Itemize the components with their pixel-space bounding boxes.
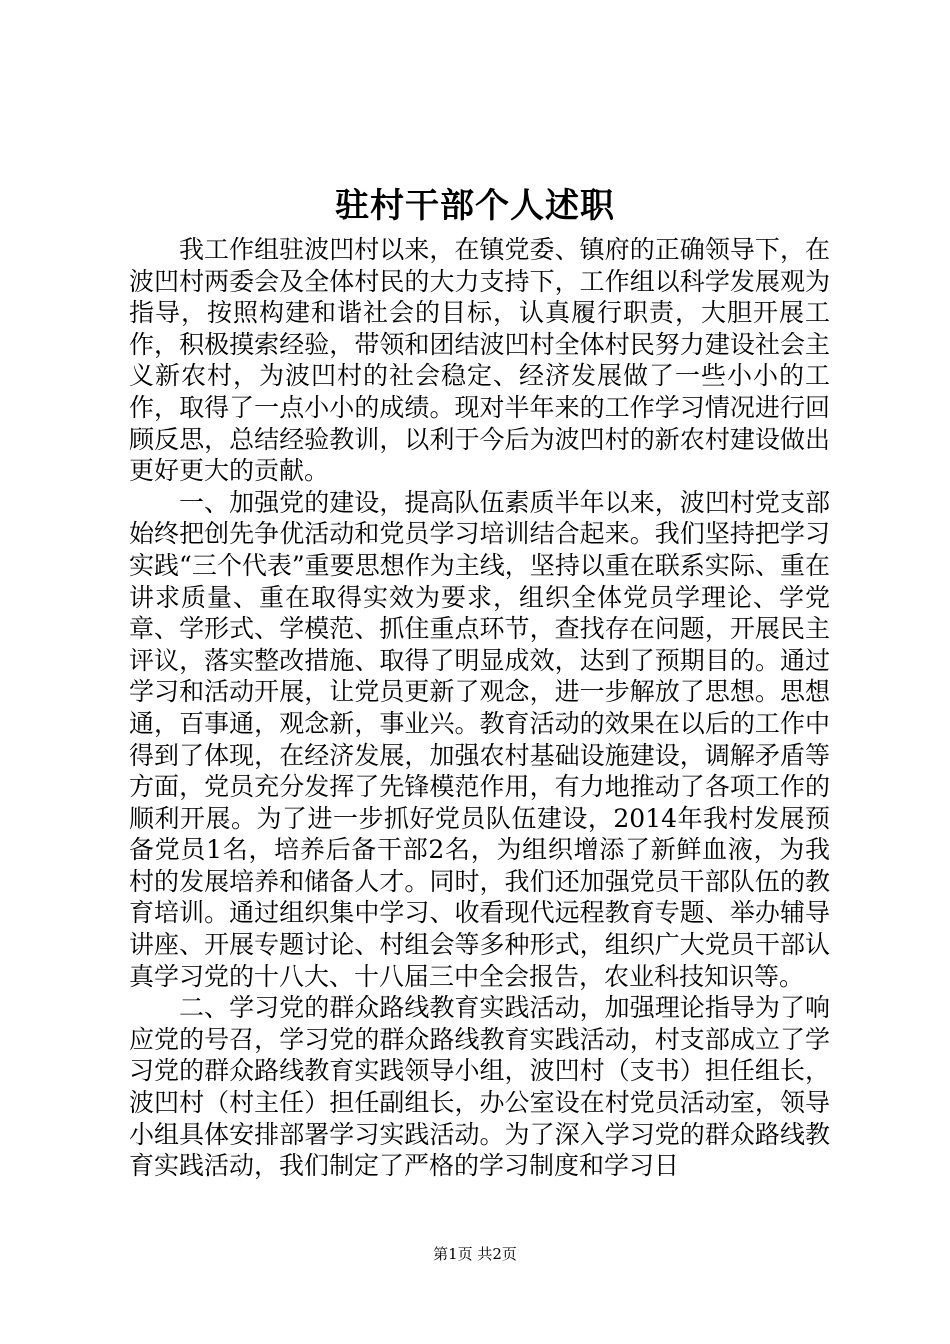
paragraph-party-building: 一、加强党的建设，提高队伍素质半年以来，波凹村党支部始终把创先争优活动和党员学习培训结合起来。我们坚持把学习实践“三个代表”重要思想作为主线，坚持以重在联系实际、重在讲求质量、重在取得实效为要求，组织全体党员学理论、学党章、学形式、学模范、抓住重点环节，查找存在问题，开展民主评议，落实整改措施、取得了明显成效，达到了预期目的。通过学习和活动开展，让党员更新了观念，进一步解放了思想。思想通，百事通，观念新，事业兴。教育活动的效果在以后的工作中得到了体现，在经济发展，加强农村基础设施建设，调解矛盾等方面，党员充分发挥了先锋模范作用，有力地推动了各项工作的顺利开展。为了进一步抓好党员队伍建设，2014年我村发展预备党员1名，培养后备干部2名，为组织增添了新鲜血液，为我村的发展培养和储备人才。同时，我们还加强党员干部队伍的教育培训。通过组织集中学习、收看现代远程教育专题、举办辅导讲座、开展专题讨论、村组会等多种形式，组织广大党员干部认真学习党的十八大、十八届三中全会报告，农业科技知识等。 — [129, 487, 830, 991]
document-title: 驻村干部个人述职 — [335, 186, 615, 226]
paragraph-mass-line: 二、学习党的群众路线教育实践活动，加强理论指导为了响应党的号召，学习党的群众路线教育实践活动，村支部成立了学习党的群众路线教育实践领导小组，波凹村（支书）担任组长，波凹村（村主任）担任副组长，办公室设在村党员活动室，领导小组具体安排部署学习实践活动。为了深入学习党的群众路线教育实践活动，我们制定了严格的学习制度和学习日 — [129, 993, 830, 1181]
paragraph-intro: 我工作组驻波凹村以来，在镇党委、镇府的正确领导下，在波凹村两委会及全体村民的大力支持下，工作组以科学发展观为指导，按照构建和谐社会的目标，认真履行职责，大胆开展工作，积极摸索经验，带领和团结波凹村全体村民努力建设社会主义新农村，为波凹村的社会稳定、经济发展做了一些小小的工作，取得了一点小小的成绩。现对半年来的工作学习情况进行回顾反思，总结经验教训，以利于今后为波凹村的新农村建设做出更好更大的贡献。 — [129, 235, 830, 486]
page-footer: 第1页 共2页 — [433, 1245, 517, 1263]
document-body — [129, 234, 830, 1182]
